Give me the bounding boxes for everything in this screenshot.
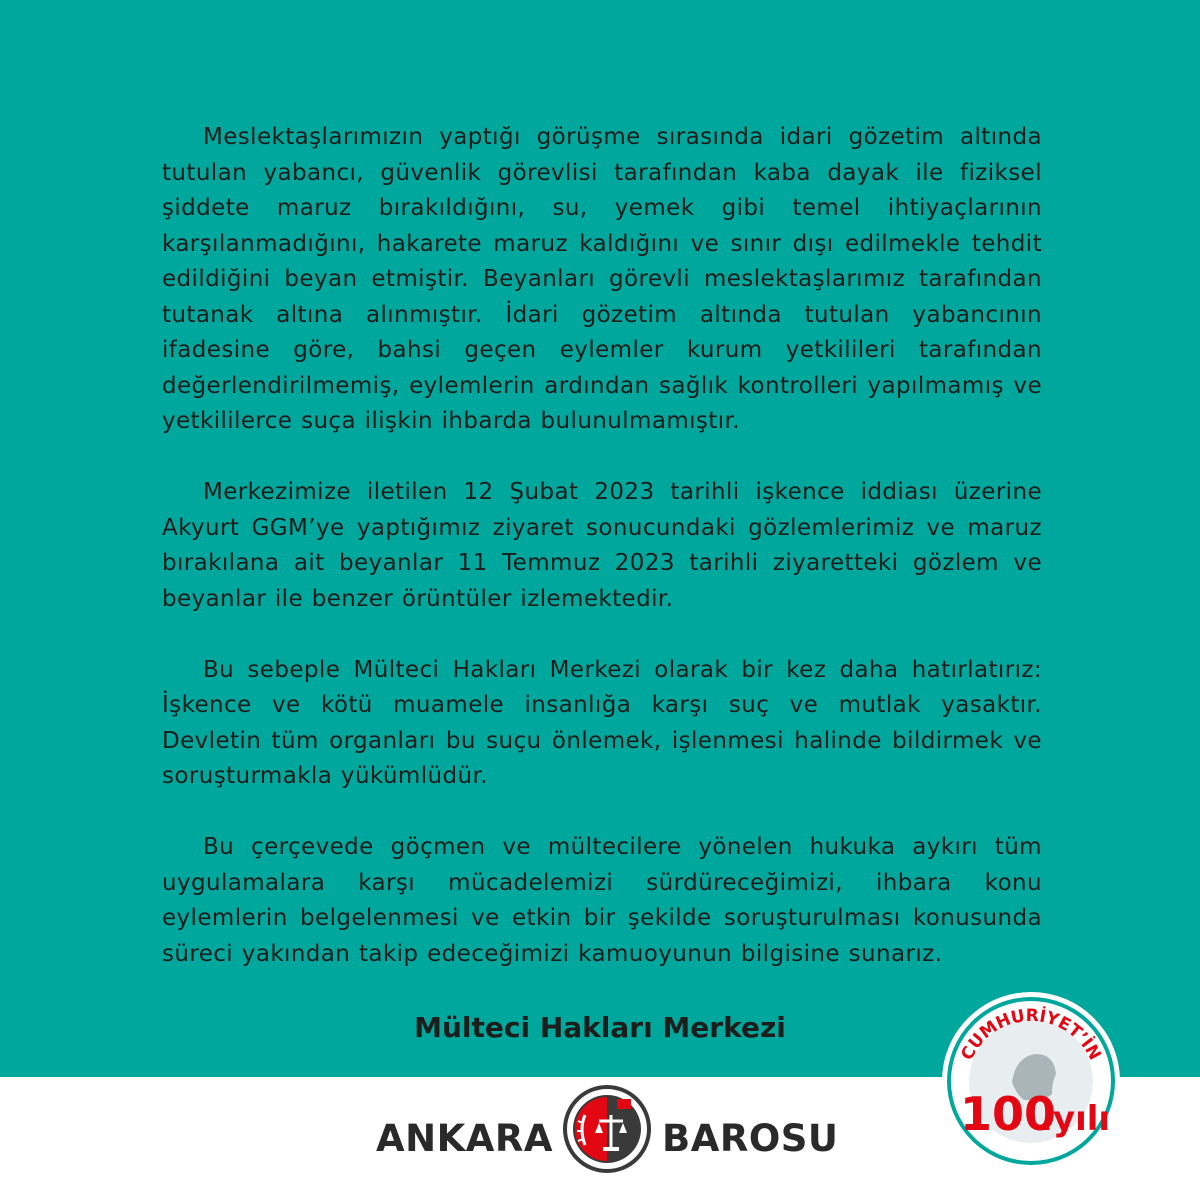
paragraph-2: Merkezimize iletilen 12 Şubat 2023 tarihli işkence iddiası üzerine Akyurt GGM’ye yaptığımız ziyaret sonucundaki gözlemlerimiz ve maruz bırakılana ait beyanlar 11 Temmuz 2023 tarihli ziyaretteki gözlem ve beyanlar ile benzer örüntüler izlemektedir. xyxy=(162,479,1042,612)
ankara-barosu-logo-icon xyxy=(563,1085,651,1173)
footer-name-right: BAROSU xyxy=(662,1117,839,1160)
statement-body xyxy=(162,120,1042,1008)
paragraph-3: Bu sebeple Mülteci Hakları Merkezi olarak bir kez daha hatırlatırız: İşkence ve kötü muamele insanlığa karşı suç ve mutlak yasaktır. Devletin tüm organları bu suçu önlemek, işlenmesi halinde bildirmek ve soruşturmakla yükümlüdür. xyxy=(162,656,1042,789)
signature: Mülteci Hakları Merkezi xyxy=(414,1011,786,1044)
cumhuriyet-100-yili-badge-icon xyxy=(940,990,1122,1172)
footer-name-left: ANKARA xyxy=(376,1117,554,1160)
paragraph-1: Meslektaşlarımızın yaptığı görüşme sırasında idari gözetim altında tutulan yabancı, güvenlik görevlisi tarafından kaba dayak ile fiziksel şiddete maruz bırakıldığını, su, yemek gibi temel ihtiyaçlarının karşılanmadığını, hakarete maruz kaldığını ve sınır dışı edilmekle tehdit edildiğini beyan etmiştir. Beyanları görevli meslektaşlarımız tarafından tutanak altına alınmıştır. İdari gözetim altında tutulan yabancının ifadesine göre, bahsi geçen eylemler kurum yetkilileri tarafından değerlendirilmemiş, eylemlerin ardından sağlık kontrolleri yapılmamış ve yetkililerce suça ilişkin ihbarda bulunulmamıştır. xyxy=(162,124,1042,434)
badge-suffix: .yılı xyxy=(1040,1099,1111,1139)
badge-number: 100 xyxy=(960,1087,1057,1141)
paragraph-4: Bu çerçevede göçmen ve mültecilere yönelen hukuka aykırı tüm uygulamalara karşı mücadelemizi sürdüreceğimizi, ihbara konu eylemlerin belgelenmesi ve etkin bir şekilde soruşturulması konusunda süreci yakından takip edeceğimizi kamuoyunun bilgisine sunarız. xyxy=(162,834,1042,967)
badge-top-text: CUMHURİYET’İN xyxy=(957,1005,1105,1064)
